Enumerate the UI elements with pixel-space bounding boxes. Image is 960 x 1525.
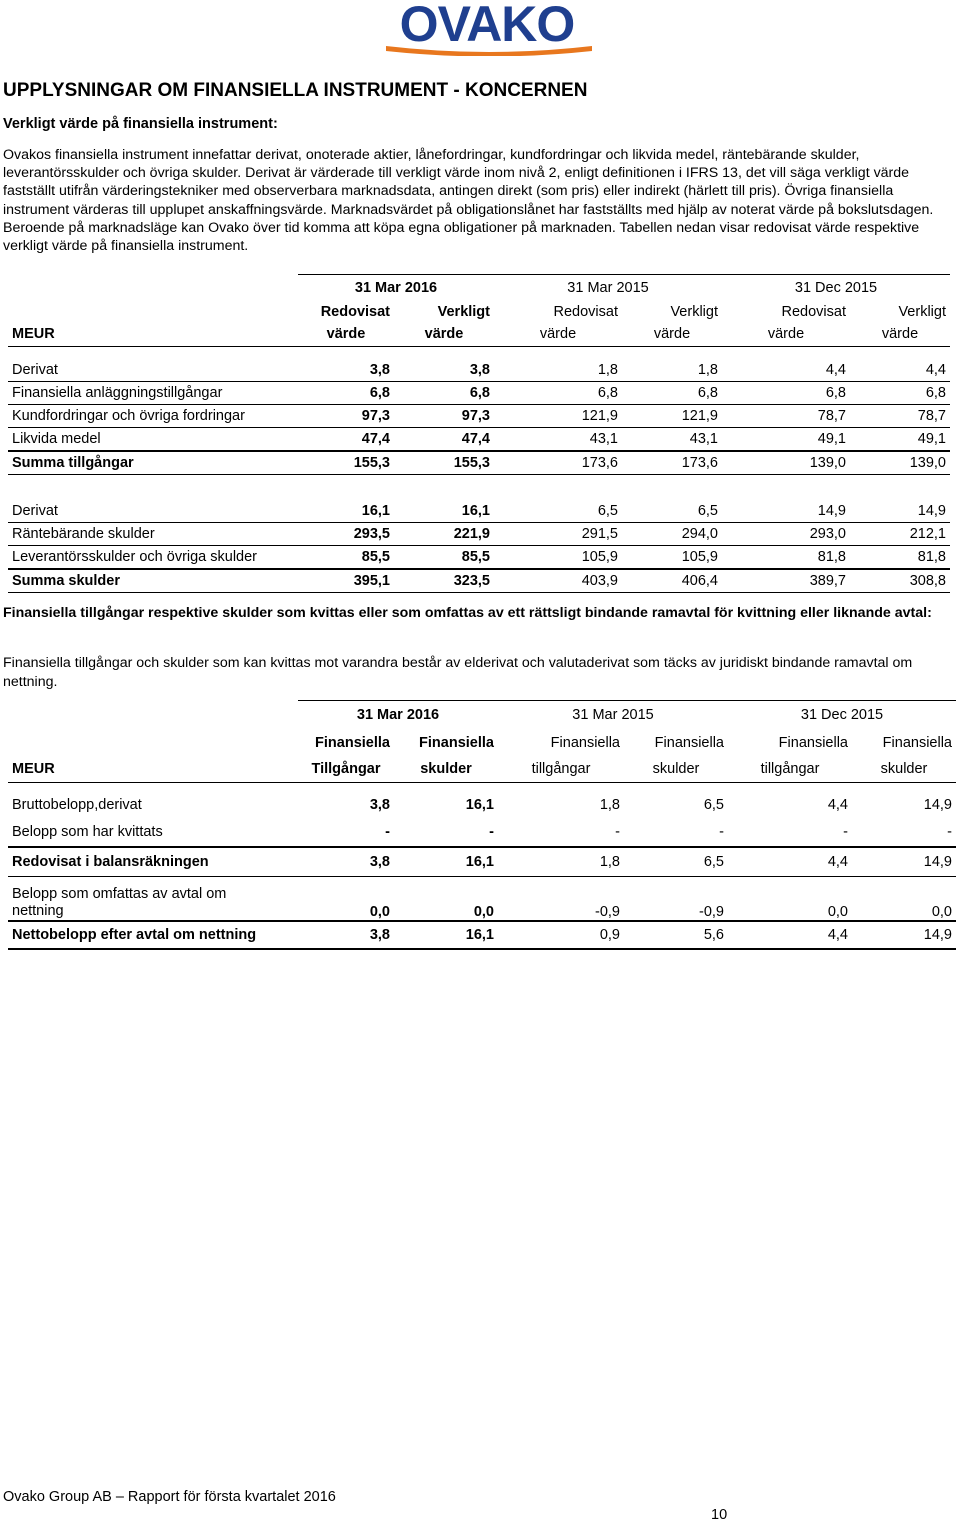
- row-label: Redovisat i balansräkningen: [8, 847, 298, 877]
- column-header: skulder: [394, 757, 498, 783]
- cell: 49,1: [722, 428, 850, 451]
- cell: 3,8: [369, 796, 390, 813]
- cell: 78,7: [850, 405, 950, 428]
- column-header: värde: [622, 323, 722, 347]
- cell: 1,8: [622, 359, 722, 382]
- table-row: [8, 847, 956, 877]
- cell: 4,4: [850, 359, 950, 382]
- total-row: [8, 451, 950, 475]
- cell: -: [852, 819, 956, 847]
- cell: 14,9: [923, 796, 952, 813]
- column-header: skulder: [624, 757, 728, 783]
- cell: -0,9: [498, 877, 624, 921]
- period-header: 31 Mar 2015: [494, 275, 722, 301]
- offsetting-table: [8, 700, 956, 950]
- cell: 406,4: [622, 569, 722, 593]
- cell: 81,8: [850, 546, 950, 569]
- cell: 49,1: [850, 428, 950, 451]
- column-header: tillgångar: [728, 757, 852, 783]
- row-label: Räntebärande skulder: [8, 523, 298, 546]
- column-header: Finansiella: [778, 734, 848, 751]
- logo-swoosh-icon: [384, 42, 594, 56]
- cell: 3,8: [298, 847, 394, 877]
- offsetting-paragraph: Finansiella tillgångar och skulder som kan kvittas mot varandra består av elderivat och valutaderivat som täcks av juridiskt bindande ramavtal om nettning.: [3, 655, 913, 690]
- logo-wordmark: OVAKO: [399, 0, 575, 52]
- row-label: [8, 877, 298, 921]
- table-row: [8, 382, 950, 405]
- cell: 121,9: [622, 405, 722, 428]
- cell: -0,9: [624, 877, 728, 921]
- period-header: 31 Dec 2015: [722, 275, 950, 301]
- cell: 43,1: [622, 428, 722, 451]
- cell: 1,8: [599, 796, 620, 813]
- cell: 155,3: [298, 451, 394, 475]
- intro-paragraph: Ovakos finansiella instrument innefattar derivat, onoterade aktier, lånefordringar, kundfordringar och likvida medel, räntebärande skulder, leverantörsskulder och övriga skulder. Derivat är värderade till verkligt värde inom nivå 2, enligt definitionen i IFRS 13, det vill säga verkligt värde fastställt utifrån värderingstekniker med observerbara marknadsdata, antingen direkt (som pris) eller indirekt (härlett till pris). Övriga finansiella instrument värderas till upplupet anskaffningsvärde. Marknadsvärdet på obligationslånet har fastställts med hjälp av noterat värde på bokslutsdagen. Beroende på marknadsläge kan Ovako över tid komma att köpa egna obligationer på marknaden. Tabellen nedan visar redovisat värde respektive verkligt värde på finansiella instrument.: [3, 147, 934, 255]
- period-header: 31 Mar 2016: [298, 275, 494, 301]
- cell: 16,1: [394, 500, 494, 523]
- total-row: [8, 569, 950, 593]
- table-row: [8, 546, 950, 569]
- row-label: Finansiella anläggningstillgångar: [8, 382, 298, 405]
- column-header: Redovisat: [320, 303, 390, 320]
- cell: 4,4: [728, 847, 852, 877]
- cell: -: [728, 819, 852, 847]
- cell: 43,1: [494, 428, 622, 451]
- cell: 173,6: [494, 451, 622, 475]
- cell: 6,5: [622, 500, 722, 523]
- cell: 97,3: [298, 405, 394, 428]
- column-header: Tillgångar: [298, 757, 394, 783]
- column-header: Finansiella: [654, 734, 724, 751]
- column-header: värde: [494, 323, 622, 347]
- cell: 0,9: [498, 921, 624, 949]
- cell: 294,0: [622, 523, 722, 546]
- table-row: [8, 428, 950, 451]
- cell: 3,8: [394, 359, 494, 382]
- cell: -: [498, 819, 624, 847]
- cell: 5,6: [624, 921, 728, 949]
- cell: 0,0: [394, 877, 498, 921]
- column-header: värde: [394, 323, 494, 347]
- row-label-line: nettning: [12, 902, 64, 919]
- cell: 139,0: [850, 451, 950, 475]
- cell: 14,9: [852, 921, 956, 949]
- cell: 291,5: [494, 523, 622, 546]
- column-header: Finansiella: [882, 734, 952, 751]
- column-header: värde: [298, 323, 394, 347]
- cell: 85,5: [394, 546, 494, 569]
- period-header: 31 Mar 2015: [498, 701, 728, 729]
- cell: 6,8: [494, 382, 622, 405]
- cell: 121,9: [494, 405, 622, 428]
- cell: 293,5: [298, 523, 394, 546]
- cell: 6,8: [722, 382, 850, 405]
- column-header: värde: [722, 323, 850, 347]
- column-header: Verkligt: [670, 303, 718, 320]
- cell: 139,0: [722, 451, 850, 475]
- column-header: skulder: [852, 757, 956, 783]
- page-footer: Ovako Group AB – Rapport för första kvartalet 2016: [3, 1489, 336, 1505]
- cell: 47,4: [394, 428, 494, 451]
- column-header: tillgångar: [498, 757, 624, 783]
- table-row: [8, 359, 950, 382]
- cell: 173,6: [622, 451, 722, 475]
- column-header: Finansiella: [419, 734, 494, 751]
- cell: 16,1: [298, 500, 394, 523]
- row-label: Belopp som har kvittats: [8, 819, 298, 847]
- cell: 47,4: [298, 428, 394, 451]
- table-row: [8, 523, 950, 546]
- unit-label: MEUR: [8, 323, 298, 347]
- table-row: [8, 405, 950, 428]
- cell: 1,8: [494, 359, 622, 382]
- cell: 105,9: [494, 546, 622, 569]
- row-label-line: Belopp som omfattas av avtal om: [12, 885, 227, 902]
- cell: 6,8: [850, 382, 950, 405]
- cell: 14,9: [722, 500, 850, 523]
- cell: 3,8: [298, 359, 394, 382]
- cell: 212,1: [850, 523, 950, 546]
- cell: 403,9: [494, 569, 622, 593]
- row-label: Bruttobelopp,derivat: [12, 796, 142, 813]
- cell: 0,0: [728, 877, 852, 921]
- cell: 308,8: [850, 569, 950, 593]
- cell: 221,9: [394, 523, 494, 546]
- cell: 6,5: [494, 500, 622, 523]
- row-label: Derivat: [8, 359, 298, 382]
- fair-value-table: [8, 274, 950, 593]
- cell: 6,8: [394, 382, 494, 405]
- table-row: [8, 877, 956, 921]
- ovako-logo: [378, 2, 596, 54]
- cell: 16,1: [394, 847, 498, 877]
- cell: 105,9: [622, 546, 722, 569]
- offsetting-heading: Finansiella tillgångar respektive skulder som kvittas eller som omfattas av ett rättsligt bindande ramavtal för kvittning eller liknande avtal:: [3, 605, 932, 621]
- row-label: Derivat: [8, 500, 298, 523]
- cell: 395,1: [298, 569, 394, 593]
- cell: -: [624, 819, 728, 847]
- cell: 1,8: [498, 847, 624, 877]
- cell: -: [298, 819, 394, 847]
- cell: 16,1: [394, 921, 498, 949]
- cell: 16,1: [465, 796, 494, 813]
- cell: 0,0: [852, 877, 956, 921]
- cell: 3,8: [298, 921, 394, 949]
- table-row: [8, 500, 950, 523]
- table-row: [8, 791, 956, 819]
- cell: 6,5: [624, 847, 728, 877]
- cell: 6,8: [622, 382, 722, 405]
- row-label: Nettobelopp efter avtal om nettning: [8, 921, 298, 949]
- column-header: Finansiella: [550, 734, 620, 751]
- cell: 4,4: [827, 796, 848, 813]
- cell: 81,8: [722, 546, 850, 569]
- row-label: Kundfordringar och övriga fordringar: [8, 405, 298, 428]
- cell: 4,4: [728, 921, 852, 949]
- total-row: [8, 921, 956, 949]
- cell: 6,8: [298, 382, 394, 405]
- cell: 293,0: [722, 523, 850, 546]
- cell: 78,7: [722, 405, 850, 428]
- column-header: Finansiella: [315, 734, 390, 751]
- row-label: Leverantörsskulder och övriga skulder: [8, 546, 298, 569]
- cell: 389,7: [722, 569, 850, 593]
- row-label: Summa tillgångar: [8, 451, 298, 475]
- column-header: värde: [850, 323, 950, 347]
- period-header: 31 Dec 2015: [728, 701, 956, 729]
- cell: 323,5: [394, 569, 494, 593]
- column-header: Redovisat: [553, 303, 618, 320]
- cell: 14,9: [852, 847, 956, 877]
- cell: 155,3: [394, 451, 494, 475]
- table-row: [8, 819, 956, 847]
- section-subtitle: Verkligt värde på finansiella instrument:: [3, 116, 278, 132]
- page-number: 10: [711, 1507, 728, 1523]
- row-label: Likvida medel: [8, 428, 298, 451]
- cell: 85,5: [298, 546, 394, 569]
- period-header: 31 Mar 2016: [298, 701, 498, 729]
- column-header: Verkligt: [898, 303, 946, 320]
- cell: -: [394, 819, 498, 847]
- unit-label: MEUR: [8, 757, 298, 783]
- column-header: Verkligt: [437, 303, 490, 320]
- cell: 97,3: [394, 405, 494, 428]
- row-label: Summa skulder: [8, 569, 298, 593]
- column-header: Redovisat: [781, 303, 846, 320]
- cell: 0,0: [298, 877, 394, 921]
- cell: 6,5: [703, 796, 724, 813]
- cell: 14,9: [850, 500, 950, 523]
- cell: 4,4: [722, 359, 850, 382]
- page-title: UPPLYSNINGAR OM FINANSIELLA INSTRUMENT - KONCERNEN: [3, 80, 588, 101]
